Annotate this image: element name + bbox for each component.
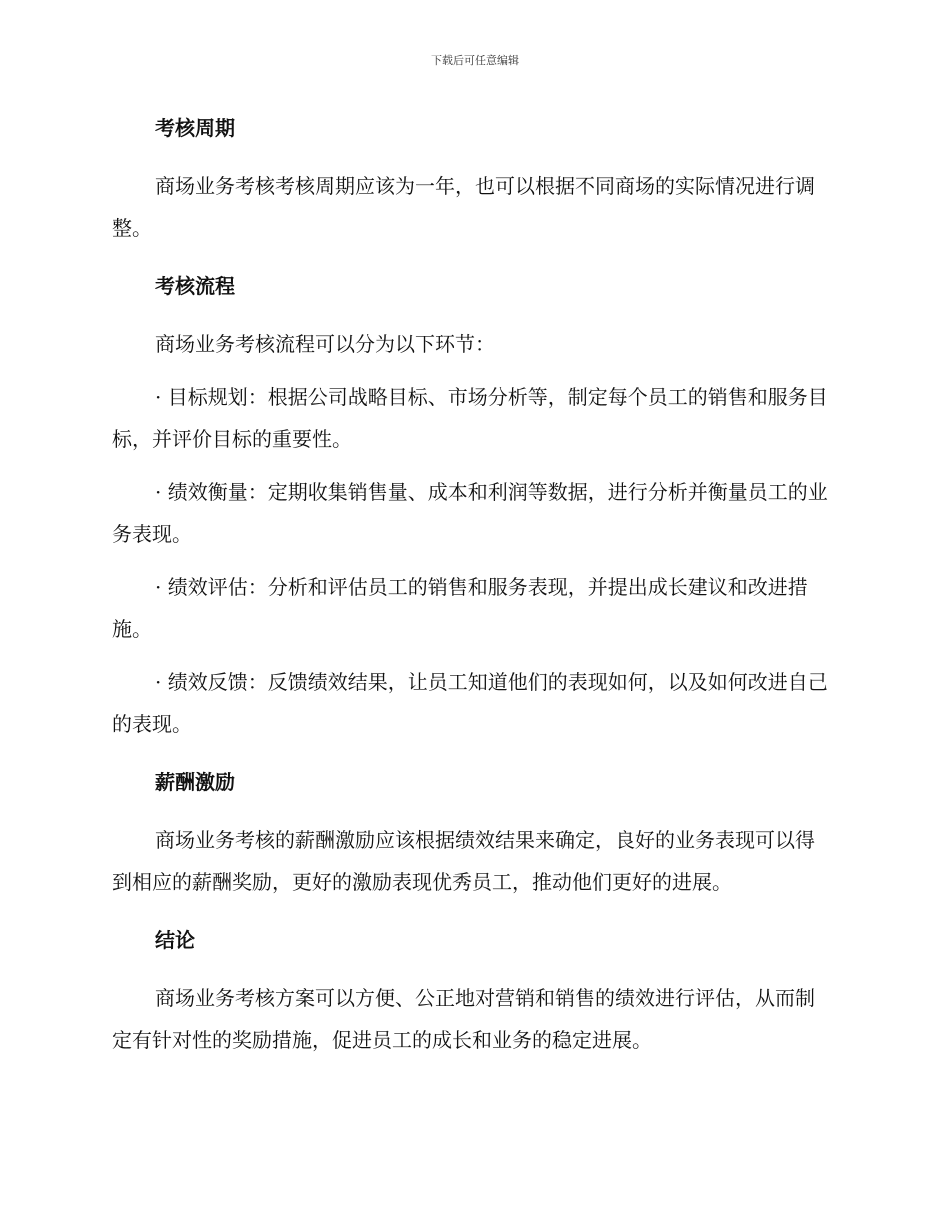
list-item-performance-evaluation: · 绩效评估：分析和评估员工的销售和服务表现，并提出成长建议和改进措施。 <box>112 575 808 641</box>
section-heading-process: 考核流程 <box>155 274 235 298</box>
list-item-performance-measurement: · 绩效衡量：定期收集销售量、成本和利润等数据，进行分析并衡量员工的业务表现。 <box>112 480 828 546</box>
paragraph: 商场业务考核方案可以方便、公正地对营销和销售的绩效进行评估，从而制定有针对性的奖励措施，促进员工的成长和业务的稳定进展。 <box>112 986 815 1052</box>
paragraph: 商场业务考核流程可以分为以下环节： <box>155 332 495 356</box>
document-body <box>112 108 832 1061</box>
section-heading-cycle: 考核周期 <box>155 116 235 140</box>
section-heading-compensation: 薪酬激励 <box>155 770 235 794</box>
paragraph: 商场业务考核的薪酬激励应该根据绩效结果来确定，良好的业务表现可以得到相应的薪酬奖励，更好的激励表现优秀员工，推动他们更好的进展。 <box>112 828 815 894</box>
list-item-performance-feedback: · 绩效反馈：反馈绩效结果，让员工知道他们的表现如何，以及如何改进自己的表现。 <box>112 670 828 736</box>
list-item-goal-planning: · 目标规划：根据公司战略目标、市场分析等，制定每个员工的销售和服务目标，并评价目标的重要性。 <box>112 385 828 451</box>
section-heading-conclusion: 结论 <box>155 928 195 952</box>
page-header: 下载后可任意编辑 <box>431 54 519 67</box>
paragraph: 商场业务考核考核周期应该为一年，也可以根据不同商场的实际情况进行调整。 <box>112 174 815 240</box>
